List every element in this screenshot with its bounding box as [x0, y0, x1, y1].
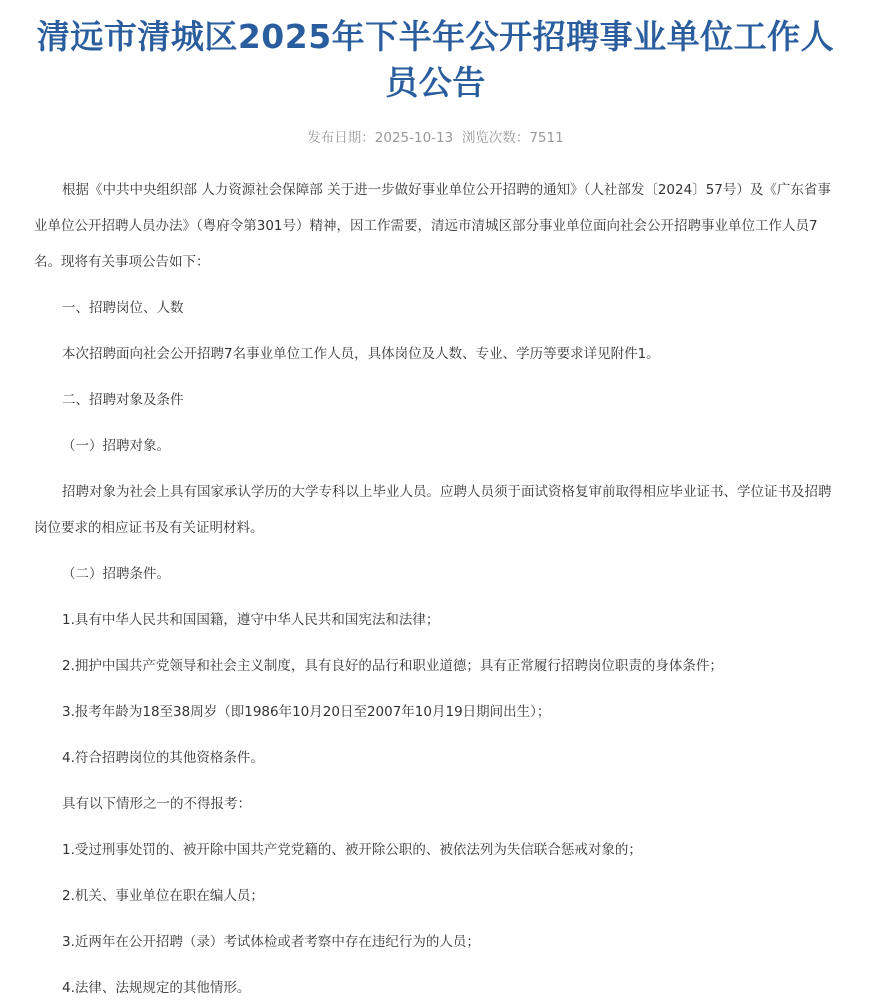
condition-item: 3.报考年龄为18至38周岁（即1986年10月20日至2007年10月19日期间出生）； — [62, 704, 551, 720]
exclusion-item: 4.法律、法规规定的其他情形。 — [62, 980, 251, 996]
condition-item: 2.拥护中国共产党领导和社会主义制度，具有良好的品行和职业道德；具有正常履行招聘岗位职责的身体条件； — [62, 658, 723, 674]
publish-date: 2025-10-13 — [374, 130, 454, 146]
section-heading-positions: 一、招聘岗位、人数 — [62, 300, 184, 316]
subheading-targets: （一）招聘对象。 — [62, 438, 170, 454]
article-body — [34, 172, 837, 1006]
exclusion-item: 3.近两年在公开招聘（录）考试体检或者考察中存在违纪行为的人员； — [62, 934, 480, 950]
article-title: 清远市清城区2025年下半年公开招聘事业单位工作人员公告 — [36, 17, 835, 102]
subheading-conditions: （二）招聘条件。 — [62, 566, 170, 582]
condition-item: 1.具有中华人民共和国国籍，遵守中华人民共和国宪法和法律； — [62, 612, 440, 628]
section-heading-targets: 二、招聘对象及条件 — [62, 392, 184, 408]
paragraph-positions: 本次招聘面向社会公开招聘7名事业单位工作人员，具体岗位及人数、专业、学历等要求详见附件1。 — [62, 346, 660, 362]
article-meta — [34, 128, 837, 148]
publish-date-label: 发布日期： — [307, 130, 375, 146]
views-count: 7511 — [529, 130, 564, 146]
condition-item: 4.符合招聘岗位的其他资格条件。 — [62, 750, 264, 766]
paragraph-intro: 根据《中共中央组织部 人力资源社会保障部 关于进一步做好事业单位公开招聘的通知》（人社部发〔2024〕57号）及《广东省事业单位公开招聘人员办法》（粤府令第301号）精神，因工作需要，清远市清城区部分事业单位面向社会公开招聘事业单位工作人员7名。现将有关事项公告如下： — [34, 182, 831, 270]
exclusion-item: 2.机关、事业单位在职在编人员； — [62, 888, 264, 904]
exclusion-item: 1.受过刑事处罚的、被开除中国共产党党籍的、被开除公职的、被依法列为失信联合惩戒对象的； — [62, 842, 642, 858]
exclusion-heading: 具有以下情形之一的不得报考： — [62, 796, 251, 812]
views-label: 浏览次数： — [461, 130, 530, 146]
paragraph-targets: 招聘对象为社会上具有国家承认学历的大学专科以上毕业人员。应聘人员须于面试资格复审前取得相应毕业证书、学位证书及招聘岗位要求的相应证书及有关证明材料。 — [34, 484, 832, 536]
